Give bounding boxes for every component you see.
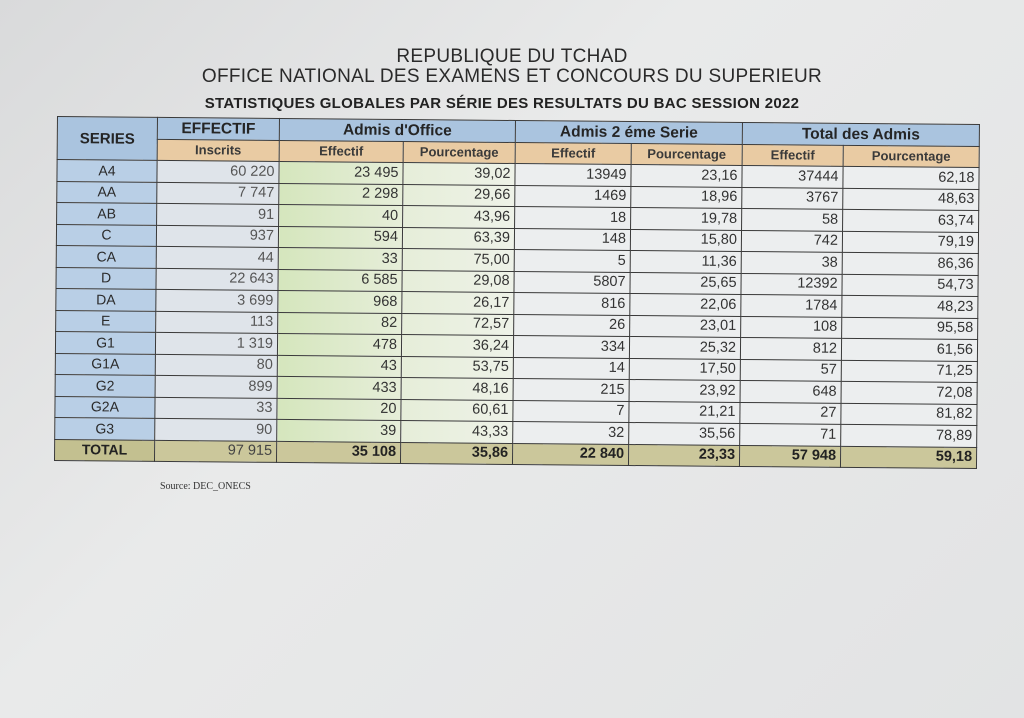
total-pourcentage-cell: 72,08 — [841, 381, 977, 404]
total-effectif-cell: 742 — [741, 230, 842, 252]
a2-pourcentage-cell: 18,96 — [631, 186, 742, 208]
column-header-a2-pourcentage: Pourcentage — [631, 143, 742, 165]
group-header-admis-2: Admis 2 éme Serie — [515, 121, 742, 144]
total-effectif-cell: 108 — [741, 316, 842, 338]
ao-effectif-cell: 594 — [278, 226, 402, 249]
ao-pourcentage-cell: 29,08 — [402, 270, 514, 292]
total-pourcentage-cell: 95,58 — [842, 317, 978, 340]
series-cell: D — [56, 267, 156, 289]
document-title: STATISTIQUES GLOBALES PAR SÉRIE DES RESULTATS DU BAC SESSION 2022 — [204, 95, 800, 112]
ao-effectif-cell: 478 — [277, 333, 401, 356]
ao-pourcentage-cell: 26,17 — [402, 292, 514, 314]
a2-pourcentage-cell: 22,06 — [630, 294, 741, 316]
total-effectif-cell: 812 — [740, 337, 841, 359]
ao-pourcentage-cell: 72,57 — [402, 313, 514, 335]
a2-effectif-cell: 334 — [513, 335, 629, 358]
column-header-ao-pourcentage: Pourcentage — [403, 141, 515, 163]
group-header-admis-office: Admis d'Office — [279, 118, 515, 142]
total-pourcentage-cell: 81,82 — [841, 403, 977, 426]
results-table — [54, 116, 980, 469]
ao-pourcentage-cell: 60,61 — [401, 399, 513, 421]
total-pourcentage-cell: 48,63 — [843, 188, 979, 211]
a2-pourcentage-cell: 25,32 — [629, 337, 740, 359]
a2-effectif-cell: 14 — [513, 357, 629, 380]
column-header-total-effectif: Effectif — [742, 144, 843, 166]
ao-pourcentage-cell: 39,02 — [403, 163, 515, 185]
a2-pourcentage-cell: 17,50 — [629, 358, 740, 380]
total-pourcentage-cell: 63,74 — [843, 209, 979, 232]
source-note: Source: DEC_ONECS — [160, 481, 251, 492]
series-cell: E — [56, 310, 156, 332]
a2-effectif-cell: 215 — [513, 378, 629, 401]
series-cell: G3 — [55, 417, 155, 439]
table-body — [54, 160, 979, 469]
total-pourcentage-cell: 48,23 — [842, 295, 978, 318]
inscrits-cell: 60 220 — [157, 160, 279, 183]
ao-effectif-cell: 2 298 — [279, 183, 403, 206]
column-header-ao-effectif: Effectif — [279, 140, 403, 163]
inscrits-cell: 1 319 — [155, 332, 277, 355]
column-header-series: SERIES — [57, 117, 157, 161]
total-admis-effectif: 57 948 — [739, 445, 840, 467]
total-effectif-cell: 57 — [740, 359, 841, 381]
total-admis-pourcentage: 59,18 — [840, 446, 976, 469]
a2-effectif-cell: 148 — [514, 228, 630, 251]
ao-pourcentage-cell: 48,16 — [401, 378, 513, 400]
total-effectif-cell: 27 — [740, 402, 841, 424]
ao-effectif-cell: 39 — [277, 419, 401, 442]
ao-effectif-cell: 968 — [278, 290, 402, 313]
total-inscrits: 97 915 — [154, 440, 276, 463]
ao-effectif-cell: 23 495 — [279, 161, 403, 184]
total-effectif-cell: 648 — [740, 380, 841, 402]
a2-pourcentage-cell: 23,92 — [629, 380, 740, 402]
a2-effectif-cell: 7 — [513, 400, 629, 423]
a2-effectif-cell: 18 — [515, 206, 631, 229]
ao-effectif-cell: 40 — [279, 204, 403, 227]
inscrits-cell: 937 — [156, 225, 278, 248]
series-cell: DA — [56, 288, 156, 310]
ao-effectif-cell: 20 — [277, 398, 401, 421]
inscrits-cell: 899 — [155, 375, 277, 398]
series-cell: AA — [57, 181, 157, 203]
inscrits-cell: 80 — [155, 354, 277, 377]
a2-pourcentage-cell: 21,21 — [629, 401, 740, 423]
a2-effectif-cell: 26 — [514, 314, 630, 337]
ao-pourcentage-cell: 43,96 — [403, 206, 515, 228]
header-office: OFFICE NATIONAL DES EXAMENS ET CONCOURS DU SUPERIEUR — [201, 66, 823, 87]
a2-pourcentage-cell: 11,36 — [630, 251, 741, 273]
a2-pourcentage-cell: 35,56 — [629, 423, 740, 445]
ao-effectif-cell: 433 — [277, 376, 401, 399]
ao-effectif-cell: 43 — [277, 355, 401, 378]
total-pourcentage-cell: 54,73 — [842, 274, 978, 297]
a2-pourcentage-cell: 25,65 — [630, 272, 741, 294]
a2-effectif-cell: 13949 — [515, 163, 631, 186]
inscrits-cell: 113 — [156, 311, 278, 334]
series-cell: G2A — [55, 396, 155, 418]
a2-effectif-cell: 1469 — [515, 185, 631, 208]
total-pourcentage-cell: 62,18 — [843, 166, 979, 189]
ao-pourcentage-cell: 63,39 — [402, 227, 514, 249]
inscrits-cell: 3 699 — [156, 289, 278, 312]
a2-effectif-cell: 32 — [513, 421, 629, 444]
a2-pourcentage-cell: 23,01 — [630, 315, 741, 337]
ao-effectif-cell: 6 585 — [278, 269, 402, 292]
series-cell: G1A — [55, 353, 155, 375]
inscrits-cell: 90 — [155, 418, 277, 441]
a2-effectif-cell: 816 — [514, 292, 630, 315]
ao-pourcentage-cell: 29,66 — [403, 184, 515, 206]
group-header-total-admis: Total des Admis — [742, 122, 979, 146]
total-effectif-cell: 71 — [740, 423, 841, 445]
inscrits-cell: 44 — [156, 246, 278, 269]
ao-pourcentage-cell: 43,33 — [401, 421, 513, 443]
ao-pourcentage-cell: 75,00 — [402, 249, 514, 271]
total-effectif-cell: 37444 — [742, 165, 843, 187]
total-effectif-cell: 58 — [742, 208, 843, 230]
total-label: TOTAL — [54, 439, 154, 461]
total-effectif-cell: 12392 — [741, 273, 842, 295]
series-cell: A4 — [57, 160, 157, 182]
series-cell: CA — [56, 245, 156, 267]
inscrits-cell: 91 — [157, 203, 279, 226]
inscrits-cell: 7 747 — [157, 182, 279, 205]
total-a2-pourcentage: 23,33 — [628, 444, 739, 466]
series-cell: G2 — [55, 374, 155, 396]
a2-pourcentage-cell: 23,16 — [631, 165, 742, 187]
total-pourcentage-cell: 61,56 — [841, 338, 977, 361]
inscrits-cell: 33 — [155, 397, 277, 420]
total-effectif-cell: 3767 — [742, 187, 843, 209]
column-header-inscrits: Inscrits — [157, 139, 279, 162]
series-cell: AB — [57, 203, 157, 225]
total-pourcentage-cell: 86,36 — [842, 252, 978, 275]
total-pourcentage-cell: 79,19 — [842, 231, 978, 254]
total-effectif-cell: 1784 — [741, 294, 842, 316]
series-cell: G1 — [55, 331, 155, 353]
header-country: REPUBLIQUE DU TCHAD — [396, 46, 628, 67]
total-pourcentage-cell: 78,89 — [841, 424, 977, 447]
series-cell: C — [56, 224, 156, 246]
total-a2-effectif: 22 840 — [512, 443, 628, 466]
group-header-effectif: EFFECTIF — [157, 117, 279, 140]
total-ao-pourcentage: 35,86 — [400, 442, 512, 464]
inscrits-cell: 22 643 — [156, 268, 278, 291]
ao-effectif-cell: 82 — [278, 312, 402, 335]
a2-pourcentage-cell: 15,80 — [630, 229, 741, 251]
a2-pourcentage-cell: 19,78 — [631, 208, 742, 230]
ao-pourcentage-cell: 36,24 — [401, 335, 513, 357]
column-header-a2-effectif: Effectif — [515, 142, 631, 165]
ao-effectif-cell: 33 — [278, 247, 402, 270]
a2-effectif-cell: 5807 — [514, 271, 630, 294]
ao-pourcentage-cell: 53,75 — [401, 356, 513, 378]
total-pourcentage-cell: 71,25 — [841, 360, 977, 383]
a2-effectif-cell: 5 — [514, 249, 630, 272]
total-ao-effectif: 35 108 — [276, 441, 400, 464]
column-header-total-pourcentage: Pourcentage — [843, 145, 979, 168]
total-effectif-cell: 38 — [741, 251, 842, 273]
